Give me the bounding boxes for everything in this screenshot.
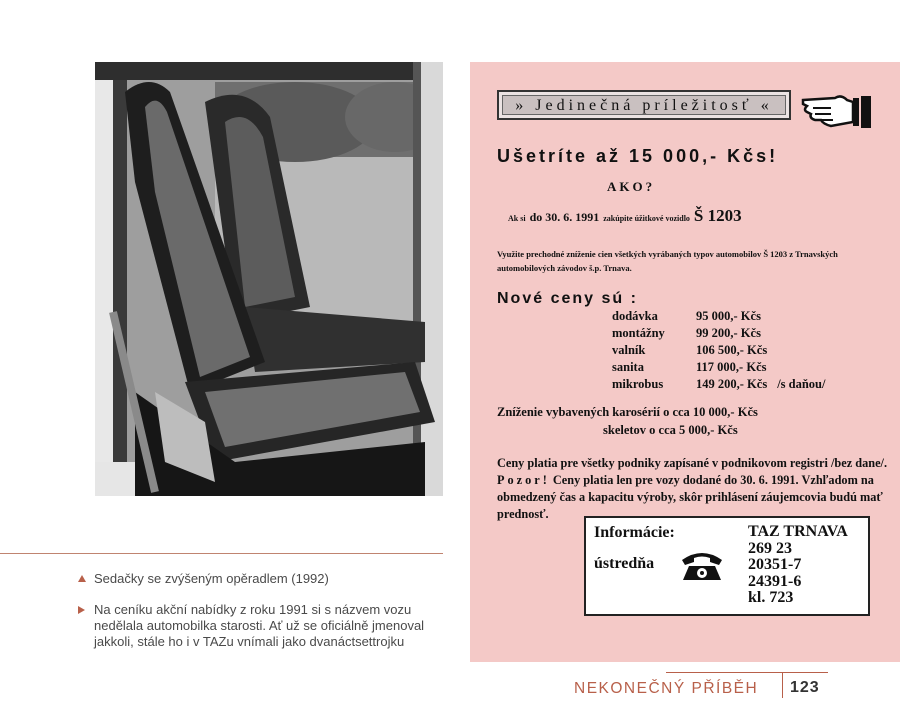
seat-photo [95, 62, 443, 496]
price-row [612, 308, 825, 325]
price-row [612, 342, 825, 359]
price-currency: Kčs [747, 343, 768, 357]
contact-numbers [748, 524, 848, 607]
contact-info-label: Informácie: [594, 524, 675, 541]
price-value: 95 000,- [696, 309, 738, 323]
ad-banner-text: » Jedinečná príležitosť « [502, 95, 786, 115]
aksi-mid: zakúpite úžitkové vozidlo [603, 214, 690, 223]
price-row [612, 359, 825, 376]
price-name: montážny [612, 326, 665, 340]
ad-ako: AKO? [607, 179, 656, 194]
ad-headline: Ušetríte až 15 000,- Kčs! [497, 146, 779, 166]
aksi-model: Š 1203 [693, 206, 742, 225]
price-name: valník [612, 343, 646, 357]
ad-banner [497, 90, 791, 120]
terms-line1: Ceny platia pre všetky podniky zapísané v podnikovom registri /bez dane/. [497, 456, 888, 470]
price-name: mikrobus [612, 377, 664, 391]
telephone-icon [679, 548, 725, 587]
ad-new-prices-heading: Nové ceny sú : [497, 290, 638, 307]
price-tax-note: /s daňou/ [777, 377, 826, 391]
price-value: 149 200,- [696, 377, 744, 391]
price-currency: Kčs [747, 377, 768, 391]
price-currency: Kčs [740, 309, 761, 323]
terms-line2: Ceny platia len pre vozy dodané do 30. 6. 1991. Vzhľadom na obmedzený čas a kapacitu výroby, skôr prihlásení záujemcovia budú mať prednosť. [497, 473, 883, 521]
caption-pricelist-text: Na ceníku akční nabídky z roku 1991 si s názvem vozu nedělala automobilka starosti. Ať už se oficiálně jmenoval jakkoli, stále ho i v TAZu vnímali jako dvanáctsettrojku [94, 602, 425, 649]
ad-offer-line [508, 206, 742, 226]
price-value: 117 000,- [696, 360, 744, 374]
ad-znizenie: Zníženie vybavených karosérií o cca 10 000,- Kčs [497, 405, 758, 419]
price-value: 99 200,- [696, 326, 738, 340]
contact-ustredna-label: ústredňa [594, 555, 655, 572]
price-row [612, 325, 825, 342]
terms-pozor: Pozor! [497, 473, 550, 487]
price-currency: Kčs [746, 360, 767, 374]
caption-seats [78, 571, 448, 587]
price-list [612, 308, 825, 393]
contact-number: 269 23 [748, 539, 792, 557]
triangle-up-icon [78, 575, 86, 582]
triangle-right-icon [78, 606, 85, 614]
footer-title: NEKONEČNÝ PŘÍBĚH [574, 680, 759, 697]
contact-box [584, 516, 870, 616]
contact-number: 20351-7 [748, 556, 802, 573]
contact-number: 24391-6 [748, 572, 802, 590]
caption-seats-text: Sedačky se zvýšeným opěradlem (1992) [94, 571, 329, 586]
aksi-prefix: Ak si [508, 214, 526, 223]
ad-vyuzite: Využite prechodné zníženie cien všetkých vyrábaných typov automobilov Š 1203 z Trnavských automobilových závodov š.p. Trnava. [497, 249, 838, 273]
page-number: 123 [790, 679, 820, 696]
advertisement-panel [470, 62, 900, 662]
caption-pricelist [78, 602, 448, 650]
price-value: 106 500,- [696, 343, 744, 357]
price-currency: Kčs [740, 326, 761, 340]
aksi-date: do 30. 6. 1991 [529, 210, 600, 224]
contact-number: kl. 723 [748, 589, 794, 606]
price-name: sanita [612, 360, 644, 374]
price-name: dodávka [612, 309, 658, 323]
footer-separator [782, 672, 783, 698]
price-row [612, 376, 825, 393]
ad-terms [497, 455, 892, 523]
ad-skeletov: skeletov o cca 5 000,- Kčs [603, 423, 738, 437]
contact-company: TAZ TRNAVA [748, 523, 848, 540]
pointing-hand-icon [801, 90, 873, 135]
footer-rule [666, 672, 828, 673]
caption-divider [0, 553, 443, 554]
